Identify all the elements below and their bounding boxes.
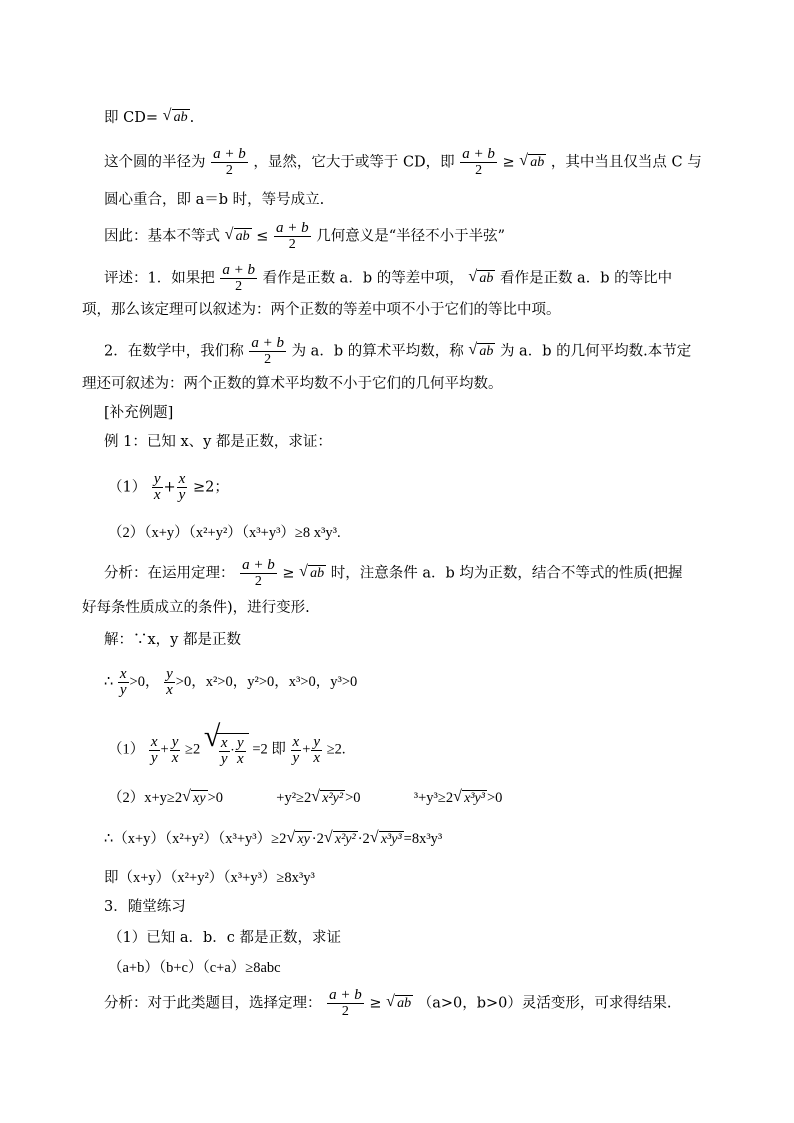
text-line-means: 2．在数学中，我们称 $\frac{a + b}{2}$ 为 a．b 的算术平均数，称 √ ab 为 a．b 的几何平均数.本节定 (104, 335, 692, 367)
sqrt-ab: √ ab (386, 992, 412, 1011)
text-line-radius: 这个圆的半径为 $\frac{a + b}{2}$ ，显然，它大于或等于 CD，即 $\frac{a + b}{2}$ ≥ √ ab ，其中当且仅当点 C 与 (104, 146, 702, 178)
sqrt-xy: √ xy (182, 787, 206, 806)
analysis-line: 分析：在运用定理： $\frac{a + b}{2}$ ≥ √ ab 时，注意条件 a．b 均为正数，结合不等式的性质(把握 (104, 557, 683, 589)
fraction-a-plus-b-over-2: $\frac{a + b}{2}$ (222, 262, 255, 294)
fraction-x-over-y: $\frac{x}{y}$ (178, 471, 186, 503)
fraction-y-over-x: $\frac{y}{x}$ (171, 733, 179, 766)
fraction-x-over-y: $\frac{x}{y}$ (150, 733, 158, 766)
proof-step-2: （2）x+y≥2 √ xy >0 +y²≥2 √ x²y² >0 ³+y³≥2 √ x³y³ >0 (108, 788, 502, 809)
therefore-product-line: ∴（x+y）（x²+y²）（x³+y³）≥2 √ xy ·2 √ x²y² ·2 √ x³y³ =8x³y³ (104, 829, 442, 850)
text-line: 项，那么该定理可以叙述为：两个正数的等差中项不小于它们的等比中项。 (82, 302, 561, 318)
therefore-line: ∴ $\frac{x}{y}$ >0， $\frac{y}{x}$ >0，x²>0，y²>0，x³>0，y³>0 (104, 666, 358, 698)
text-line: 理还可叙述为：两个正数的算术平均数不小于它们的几何平均数。 (82, 376, 503, 392)
practice-item: （1）已知 a．b．c 都是正数，求证 (108, 930, 341, 946)
text-line-comment: 评述：1．如果把 $\frac{a + b}{2}$ 看作是正数 a．b 的等差中项， √ ab 看作是正数 a．b 的等比中 (104, 262, 673, 294)
proof-step-1: （1） $\frac{x}{y}$ + $\frac{y}{x}$ ≥2 √ $\frac{x}{y}$ · $\frac{y}{x}$ =2 即 $\frac{x}{y}$ + $\frac{y}{x}$ ≥2. (108, 720, 346, 767)
section-heading-practice: 3．随堂练习 (104, 899, 186, 915)
fraction-y-over-x: $\frac{y}{x}$ (166, 666, 173, 698)
sqrt-ab: √ ab (224, 225, 250, 244)
text: 即 CD= (104, 110, 158, 126)
proof-item-1: （1） $\frac{y}{x}$ + $\frac{x}{y}$ ≥2； (108, 471, 229, 503)
conclusion-line: 即（x+y）（x²+y²）（x³+y³）≥8x³y³ (104, 870, 315, 886)
text-line-cd: 即 CD= √ ab . (104, 107, 195, 126)
sqrt-x3y3: √ x³y³ (453, 787, 485, 806)
fraction-a-plus-b-over-2: $\frac{a + b}{2}$ (329, 987, 362, 1019)
fraction-a-plus-b-over-2: $\frac{a + b}{2}$ (251, 335, 284, 367)
practice-inequality: （a+b）（b+c）（c+a）≥8abc (108, 960, 281, 976)
fraction-a-plus-b-over-2: $\frac{a + b}{2}$ (213, 146, 246, 178)
section-heading: [补充例题] (104, 405, 174, 421)
fraction-x-over-y: $\frac{x}{y}$ (119, 666, 127, 698)
fraction-y-over-x: $\frac{y}{x}$ (153, 471, 161, 503)
text-line-geometry: 因此：基本不等式 √ ab ≤ $\frac{a + b}{2}$ 几何意义是“半径不小于半弦” (104, 220, 506, 252)
example-title: 例 1：已知 x、y 都是正数，求证： (104, 434, 332, 450)
sqrt-ab: √ ab (519, 151, 545, 170)
sqrt-x3y3: √ x³y³ (369, 828, 402, 847)
fraction-a-plus-b-over-2: $\frac{a + b}{2}$ (462, 146, 495, 178)
sqrt-x2y2: √ x²y² (323, 828, 356, 847)
sqrt-ab: √ ab (299, 562, 325, 581)
sqrt-x2y2: √ x²y² (311, 787, 344, 806)
fraction-x-over-y: $\frac{x}{y}$ (292, 733, 300, 766)
proof-item-2: （2）（x+y）（x²+y²）（x³+y³）≥8 x³y³. (108, 525, 341, 541)
analysis-line-practice: 分析：对于此类题目，选择定理： $\frac{a + b}{2}$ ≥ √ ab （a>0，b>0）灵活变形，可求得结果. (104, 987, 672, 1019)
text-line: 圆心重合，即 a＝b 时，等号成立. (104, 192, 325, 208)
fraction-a-plus-b-over-2: $\frac{a + b}{2}$ (275, 220, 309, 252)
fraction-y-over-x: $\frac{y}{x}$ (313, 733, 321, 766)
sqrt-product-fractions: √ $\frac{x}{y}$ · $\frac{y}{x}$ (204, 733, 249, 767)
solution-line: 解：∵x，y 都是正数 (104, 632, 241, 648)
sqrt-ab: √ ab (468, 340, 494, 359)
fraction-a-plus-b-over-2: $\frac{a + b}{2}$ (242, 557, 275, 589)
text-line: 好每条性质成立的条件)，进行变形. (82, 600, 310, 616)
sqrt-ab: √ ab (162, 107, 188, 125)
sqrt-ab: √ ab (468, 267, 494, 286)
sqrt-xy: √ xy (286, 828, 310, 847)
